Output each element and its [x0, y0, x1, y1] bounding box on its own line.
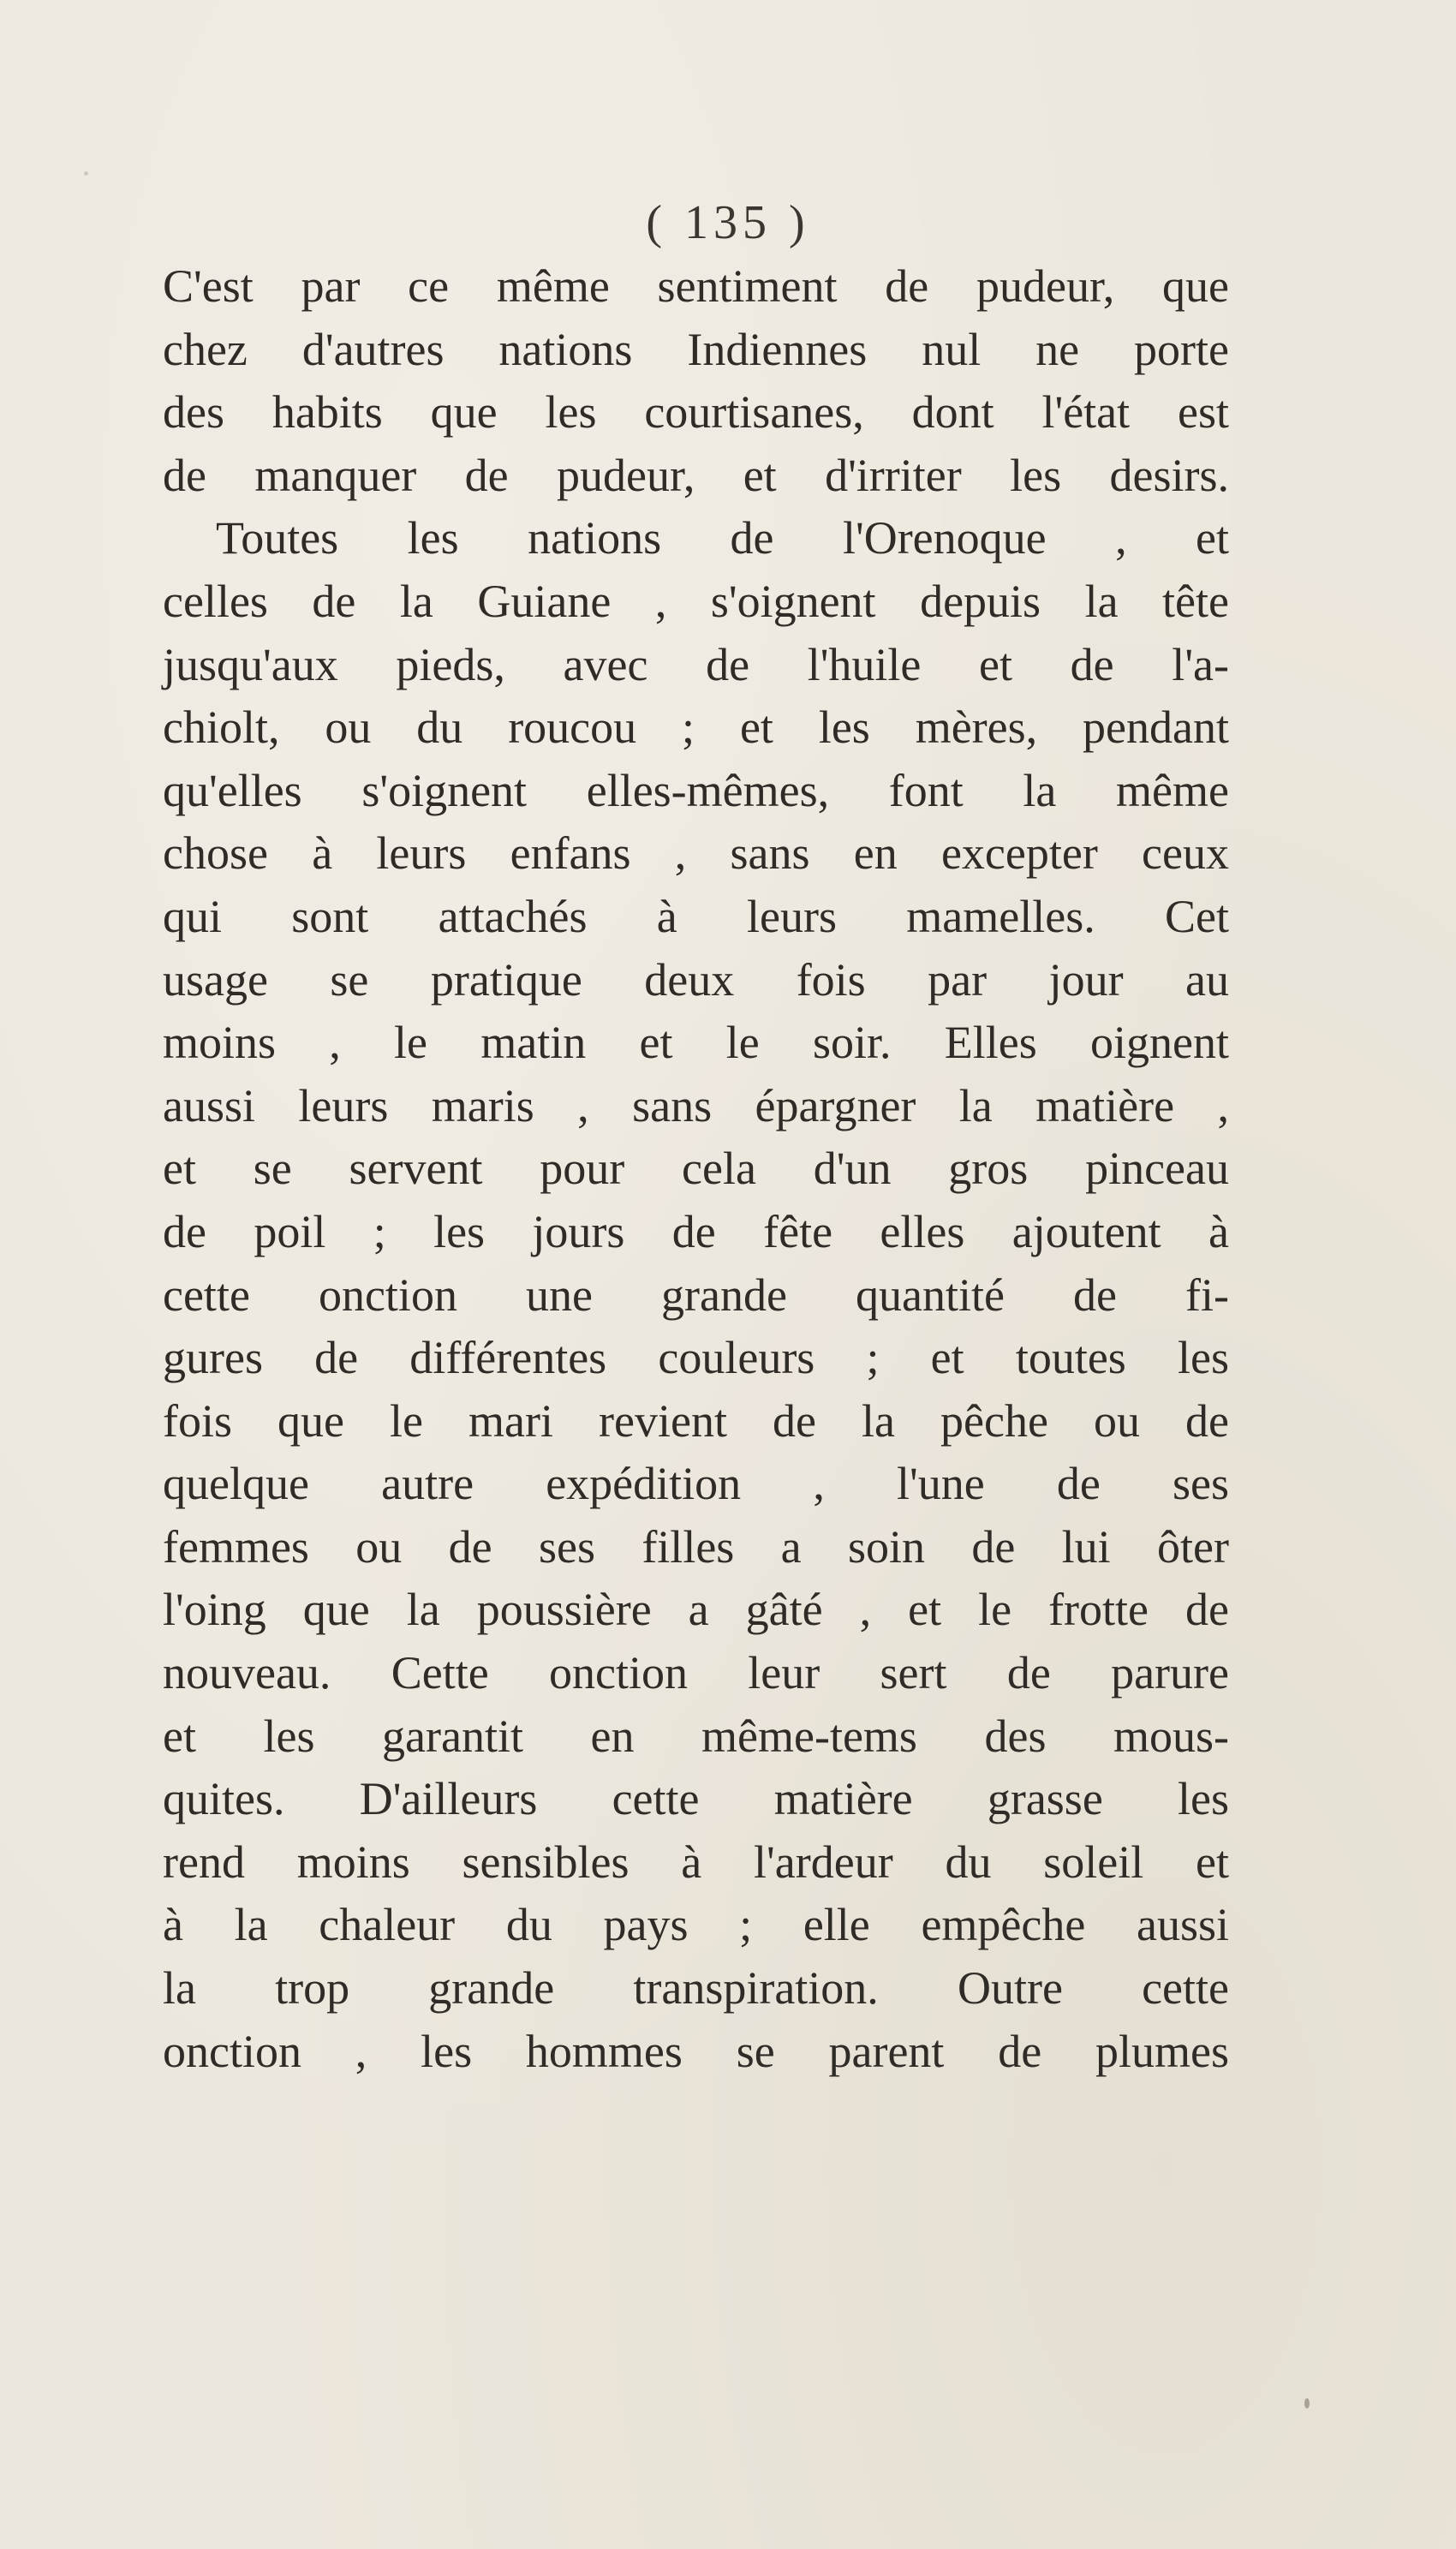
paper-speck: [84, 171, 88, 176]
paper-speck: [1304, 2398, 1310, 2409]
text-line: de poil ; les jours de fête elles ajoutent à: [163, 1205, 1229, 1257]
text-line: qui sont attachés à leurs mamelles. Cet: [163, 890, 1229, 942]
text-line: quelque autre expédition , l'une de ses: [163, 1458, 1229, 1510]
text-line: et se servent pour cela d'un gros pinceau: [163, 1143, 1229, 1195]
text-line: chose à leurs enfans , sans en excepter ceux: [163, 827, 1229, 880]
text-line: la trop grande transpiration. Outre cette: [163, 1962, 1229, 2015]
text-line: cette onction une grande quantité de fi-: [163, 1269, 1229, 1321]
text-line: aussi leurs maris , sans épargner la matière ,: [163, 1079, 1229, 1131]
text-line: usage se pratique deux fois par jour au: [163, 953, 1229, 1006]
text-line: jusqu'aux pieds, avec de l'huile et de l'a-: [163, 638, 1229, 690]
text-line: rend moins sensibles à l'ardeur du soleil et: [163, 1836, 1229, 1888]
text-line: C'est par ce même sentiment de pudeur, que: [163, 260, 1229, 312]
text-line: onction , les hommes se parent de plumes: [163, 2025, 1229, 2077]
page-number: ( 135 ): [646, 196, 810, 249]
text-line: celles de la Guiane , s'oignent depuis la tête: [163, 575, 1229, 627]
text-line: quites. D'ailleurs cette matière grasse les: [163, 1773, 1229, 1825]
text-line: et les garantit en même-tems des mous-: [163, 1710, 1229, 1762]
text-line: l'oing que la poussière a gâté , et le frotte de: [163, 1584, 1229, 1636]
text-line: qu'elles s'oignent elles-mêmes, font la même: [163, 764, 1229, 816]
text-line: Toutes les nations de l'Orenoque , et: [216, 512, 1229, 564]
text-line: chiolt, ou du roucou ; et les mères, pendant: [163, 701, 1229, 754]
text-line: de manquer de pudeur, et d'irriter les desirs.: [163, 449, 1229, 501]
text-line: nouveau. Cette onction leur sert de parure: [163, 1647, 1229, 1699]
text-line: chez d'autres nations Indiennes nul ne porte: [163, 323, 1229, 375]
text-line: moins , le matin et le soir. Elles oignent: [163, 1017, 1229, 1069]
text-line: fois que le mari revient de la pêche ou de: [163, 1394, 1229, 1447]
text-line: femmes ou de ses filles a soin de lui ôter: [163, 1520, 1229, 1573]
text-line: à la chaleur du pays ; elle empêche aussi: [163, 1899, 1229, 1951]
text-line: des habits que les courtisanes, dont l'état est: [163, 386, 1229, 439]
text-line: gures de différentes couleurs ; et toutes les: [163, 1332, 1229, 1384]
body-text: [163, 255, 1229, 2083]
